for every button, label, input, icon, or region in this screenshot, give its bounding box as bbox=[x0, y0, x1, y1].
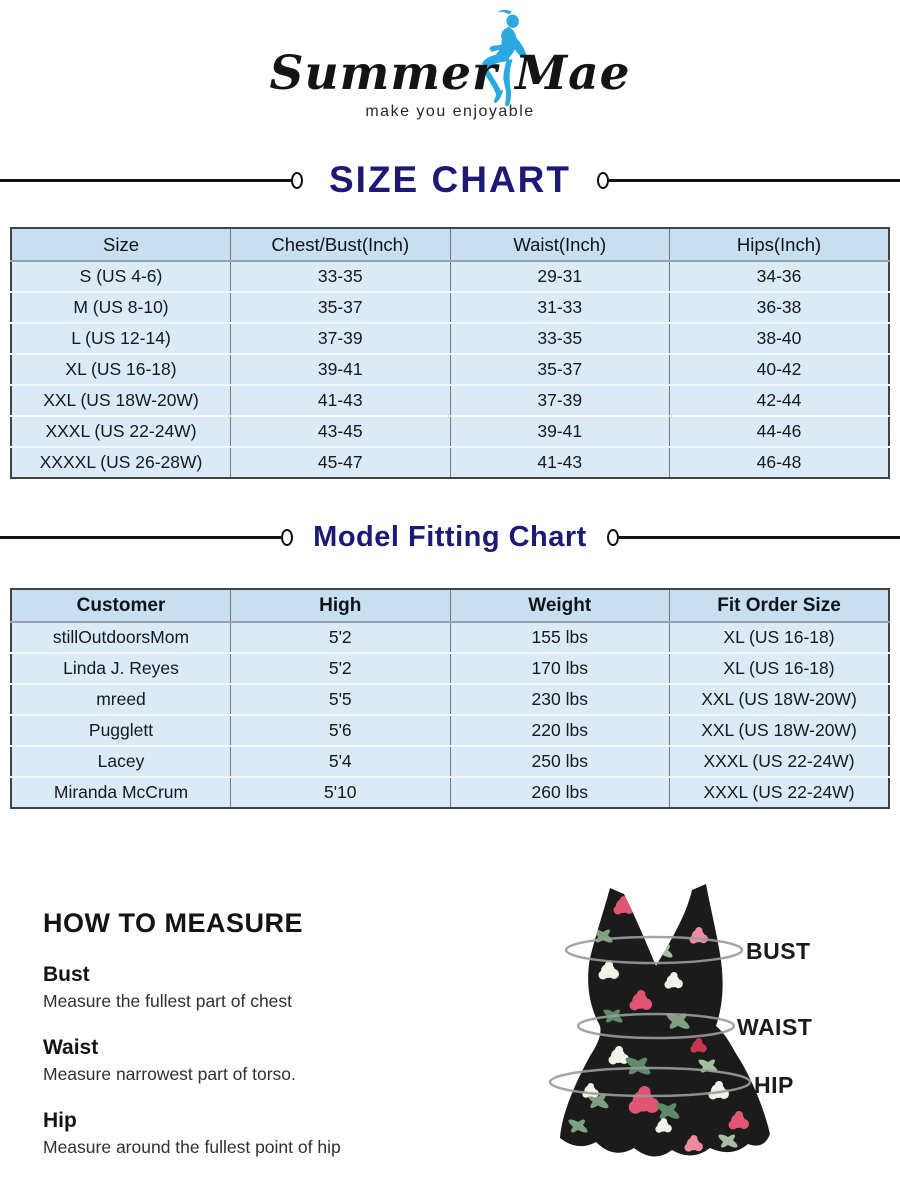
table-row bbox=[11, 746, 889, 777]
model-fitting-title: Model Fitting Chart bbox=[313, 521, 587, 553]
rule-oval-icon bbox=[281, 529, 293, 546]
table-cell: 38-40 bbox=[670, 323, 890, 354]
size-table bbox=[10, 227, 890, 479]
table-cell: 43-45 bbox=[231, 416, 451, 447]
bust-ring-label: BUST bbox=[746, 938, 811, 964]
column-header: Hips(Inch) bbox=[670, 228, 890, 261]
table-cell: 5'6 bbox=[231, 715, 451, 746]
table-cell: XXL (US 18W-20W) bbox=[670, 684, 890, 715]
table-cell: XL (US 16-18) bbox=[670, 622, 890, 653]
table-cell: 5'10 bbox=[231, 777, 451, 808]
decorative-rule-right bbox=[619, 536, 900, 539]
table-row bbox=[11, 777, 889, 808]
table-row bbox=[11, 684, 889, 715]
table-cell: 220 lbs bbox=[450, 715, 670, 746]
rule-oval-icon bbox=[597, 172, 609, 189]
table-cell: XXXXL (US 26-28W) bbox=[11, 447, 231, 478]
column-header: Waist(Inch) bbox=[450, 228, 670, 261]
column-header: Chest/Bust(Inch) bbox=[231, 228, 451, 261]
measure-item-bust bbox=[43, 963, 513, 1012]
column-header: High bbox=[231, 589, 451, 622]
waist-ring-label: WAIST bbox=[737, 1014, 813, 1040]
table-cell: 5'5 bbox=[231, 684, 451, 715]
rule-oval-icon bbox=[291, 172, 303, 189]
table-cell: M (US 8-10) bbox=[11, 292, 231, 323]
table-cell: 35-37 bbox=[231, 292, 451, 323]
table-cell: XL (US 16-18) bbox=[670, 653, 890, 684]
table-cell: XXXL (US 22-24W) bbox=[11, 416, 231, 447]
table-cell: 37-39 bbox=[231, 323, 451, 354]
table-cell: Pugglett bbox=[11, 715, 231, 746]
table-row bbox=[11, 416, 889, 447]
measure-item-waist bbox=[43, 1036, 513, 1085]
table-cell: 31-33 bbox=[450, 292, 670, 323]
table-cell: S (US 4-6) bbox=[11, 261, 231, 292]
table-cell: 37-39 bbox=[450, 385, 670, 416]
table-cell: 5'2 bbox=[231, 653, 451, 684]
how-to-measure-title: HOW TO MEASURE bbox=[43, 908, 304, 938]
column-header: Size bbox=[11, 228, 231, 261]
table-cell: XXL (US 18W-20W) bbox=[670, 715, 890, 746]
table-cell: Linda J. Reyes bbox=[11, 653, 231, 684]
column-header: Weight bbox=[450, 589, 670, 622]
bust-instruction: Measure the fullest part of chest bbox=[43, 991, 293, 1011]
table-cell: mreed bbox=[11, 684, 231, 715]
table-cell: 170 lbs bbox=[450, 653, 670, 684]
decorative-rule-left bbox=[0, 179, 291, 182]
table-row bbox=[11, 447, 889, 478]
hip-label: Hip bbox=[43, 1109, 77, 1132]
table-row bbox=[11, 354, 889, 385]
table-row bbox=[11, 622, 889, 653]
table-cell: 29-31 bbox=[450, 261, 670, 292]
table-cell: XXXL (US 22-24W) bbox=[670, 777, 890, 808]
decorative-rule-right bbox=[609, 179, 900, 182]
rule-oval-icon bbox=[607, 529, 619, 546]
table-row bbox=[11, 323, 889, 354]
brand-tagline: make you enjoyable bbox=[365, 103, 535, 120]
table-cell: 230 lbs bbox=[450, 684, 670, 715]
bust-label: Bust bbox=[43, 963, 90, 986]
table-row bbox=[11, 292, 889, 323]
hip-ring-label: HIP bbox=[754, 1072, 794, 1098]
table-cell: Miranda McCrum bbox=[11, 777, 231, 808]
table-cell: 40-42 bbox=[670, 354, 890, 385]
table-cell: 36-38 bbox=[670, 292, 890, 323]
table-cell: 260 lbs bbox=[450, 777, 670, 808]
table-cell: 35-37 bbox=[450, 354, 670, 385]
table-cell: 5'2 bbox=[231, 622, 451, 653]
table-cell: 46-48 bbox=[670, 447, 890, 478]
table-cell: 39-41 bbox=[231, 354, 451, 385]
table-cell: 45-47 bbox=[231, 447, 451, 478]
table-row bbox=[11, 653, 889, 684]
decorative-rule-left bbox=[0, 536, 281, 539]
table-cell: XXL (US 18W-20W) bbox=[11, 385, 231, 416]
hip-instruction: Measure around the fullest point of hip bbox=[43, 1137, 341, 1157]
table-cell: 33-35 bbox=[231, 261, 451, 292]
table-cell: Lacey bbox=[11, 746, 231, 777]
table-cell: XXXL (US 22-24W) bbox=[670, 746, 890, 777]
table-row bbox=[11, 715, 889, 746]
model-fitting-table bbox=[10, 588, 890, 809]
brand-name: Summer Mae bbox=[269, 46, 631, 101]
table-cell: 41-43 bbox=[231, 385, 451, 416]
table-cell: L (US 12-14) bbox=[11, 323, 231, 354]
table-cell: 250 lbs bbox=[450, 746, 670, 777]
how-to-measure-section bbox=[43, 908, 513, 1158]
table-cell: 41-43 bbox=[450, 447, 670, 478]
column-header: Fit Order Size bbox=[670, 589, 890, 622]
size-chart-title: SIZE CHART bbox=[329, 159, 571, 200]
table-cell: 34-36 bbox=[670, 261, 890, 292]
table-cell: 155 lbs bbox=[450, 622, 670, 653]
table-cell: 44-46 bbox=[670, 416, 890, 447]
column-header: Customer bbox=[11, 589, 231, 622]
table-cell: 5'4 bbox=[231, 746, 451, 777]
waist-label: Waist bbox=[43, 1036, 99, 1059]
table-cell: 33-35 bbox=[450, 323, 670, 354]
measure-item-hip bbox=[43, 1109, 513, 1158]
size-chart-heading bbox=[0, 159, 900, 201]
table-cell: stillOutdoorsMom bbox=[11, 622, 231, 653]
brand-logo bbox=[0, 0, 900, 140]
table-cell: 42-44 bbox=[670, 385, 890, 416]
table-cell: XL (US 16-18) bbox=[11, 354, 231, 385]
model-fitting-heading bbox=[0, 521, 900, 554]
table-cell: 39-41 bbox=[450, 416, 670, 447]
waist-instruction: Measure narrowest part of torso. bbox=[43, 1064, 296, 1084]
table-row bbox=[11, 385, 889, 416]
table-row bbox=[11, 261, 889, 292]
